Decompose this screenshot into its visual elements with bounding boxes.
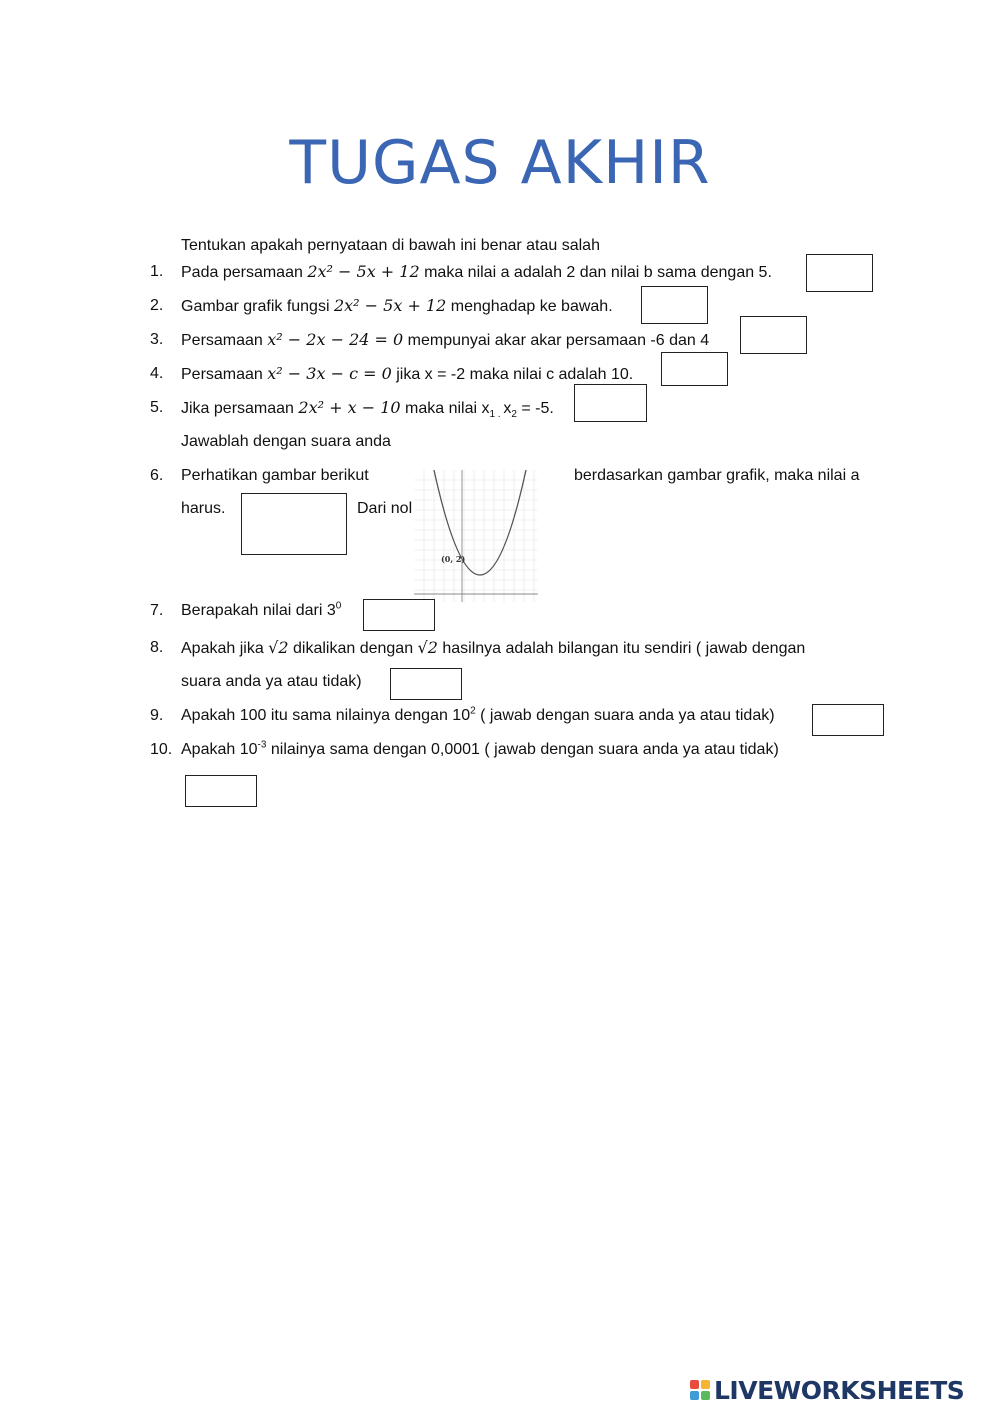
q7-pre: Berapakah nilai dari 3: [181, 602, 336, 619]
q9-pre: Apakah 100 itu sama nilainya dengan 10: [181, 707, 471, 724]
q10-text: [181, 740, 779, 760]
q5-answer-box[interactable]: [574, 384, 647, 422]
q9-text: [181, 706, 775, 726]
q2-answer-box[interactable]: [641, 286, 708, 324]
q6-text-pre: Perhatikan gambar berikut: [181, 467, 369, 484]
q6-number: 6.: [150, 467, 164, 484]
q5-answer-input[interactable]: [575, 385, 646, 421]
q5-number: 5.: [150, 399, 164, 416]
q7-number: 7.: [150, 602, 164, 619]
q3-pre: Persamaan: [181, 332, 268, 349]
q7-sup: 0: [335, 600, 342, 612]
parabola-graph: [414, 470, 538, 602]
q10-number: 10.: [150, 741, 173, 758]
q8-post: hasilnya adalah bilangan itu sendiri ( jawab dengan: [437, 640, 806, 657]
logo-square-red: [690, 1380, 699, 1389]
q8-text: [181, 638, 805, 659]
q5-mid2: x: [503, 400, 512, 417]
q10-answer-input[interactable]: [186, 776, 256, 806]
q2-number: 2.: [150, 297, 164, 314]
q4-post: jika x = -2 maka nilai c adalah 10.: [391, 366, 634, 383]
q9-post: ( jawab dengan suara anda ya atau tidak): [475, 707, 775, 724]
q6-answer-input[interactable]: [242, 494, 346, 554]
liveworksheets-logo: [690, 1375, 990, 1405]
q3-answer-input[interactable]: [741, 317, 806, 353]
q4-answer-box[interactable]: [661, 352, 728, 386]
q3-answer-box[interactable]: [740, 316, 807, 354]
q4-math: x² − 3x − c = 0: [267, 364, 392, 383]
q10-pre: Apakah 10: [181, 741, 258, 758]
parabola-graph-svg: [414, 470, 538, 602]
q8-root1: √2: [268, 638, 289, 657]
q2-answer-input[interactable]: [642, 287, 707, 323]
q3-math: x² − 2x − 24 = 0: [267, 330, 404, 349]
q8-number: 8.: [150, 639, 164, 656]
q8-answer-input[interactable]: [391, 669, 461, 699]
q5-math: 2x² + x − 10: [298, 398, 401, 417]
instruction-voice: Jawablah dengan suara anda: [181, 433, 391, 450]
logo-text: LIVEWORKSHEETS: [714, 1375, 965, 1405]
q8-mid: dikalikan dengan: [288, 640, 418, 657]
q5-sub1: 1 .: [489, 409, 504, 421]
q2-post: menghadap ke bawah.: [446, 298, 613, 315]
instruction-true-false: Tentukan apakah pernyataan di bawah ini benar atau salah: [181, 237, 600, 254]
q4-pre: Persamaan: [181, 366, 268, 383]
q4-text: [181, 364, 633, 385]
logo-square-green: [701, 1391, 710, 1400]
q7-answer-input[interactable]: [364, 600, 434, 630]
q2-pre: Gambar grafik fungsi: [181, 298, 334, 315]
q8-answer-box[interactable]: [390, 668, 462, 700]
q2-text: [181, 296, 613, 317]
q3-number: 3.: [150, 331, 164, 348]
q9-sup: 2: [470, 705, 476, 717]
q5-sub2: 2: [511, 409, 517, 421]
q1-post: maka nilai a adalah 2 dan nilai b sama dengan 5.: [419, 264, 772, 281]
q5-mid: maka nilai x: [400, 400, 490, 417]
q5-pre: Jika persamaan: [181, 400, 299, 417]
q1-answer-box[interactable]: [806, 254, 873, 292]
q6-line2a: harus.: [181, 500, 226, 517]
q9-number: 9.: [150, 707, 164, 724]
q6-line2b: Dari nol: [357, 500, 413, 517]
q4-answer-input[interactable]: [662, 353, 727, 385]
logo-mark-icon: [690, 1380, 710, 1400]
q2-math: 2x² − 5x + 12: [333, 296, 447, 315]
q10-answer-box[interactable]: [185, 775, 257, 807]
page-title: TUGAS AKHIR: [289, 128, 711, 198]
q9-answer-box[interactable]: [812, 704, 884, 736]
graph-point-label: (0, 2): [441, 554, 466, 564]
q6-answer-box[interactable]: [241, 493, 347, 555]
graph-grid: [414, 470, 538, 602]
q1-math: 2x² − 5x + 12: [307, 262, 420, 281]
logo-square-yellow: [701, 1380, 710, 1389]
q10-sup: -3: [257, 739, 267, 751]
q8-pre: Apakah jika: [181, 640, 269, 657]
q7-answer-box[interactable]: [363, 599, 435, 631]
q8-line2: suara anda ya atau tidak): [181, 673, 362, 690]
q5-text: [181, 398, 554, 419]
q5-post: = -5.: [516, 400, 554, 417]
q1-answer-input[interactable]: [807, 255, 872, 291]
q3-text: [181, 330, 709, 351]
q6-text-post: berdasarkan gambar grafik, maka nilai a: [574, 467, 860, 484]
logo-square-blue: [690, 1391, 699, 1400]
q4-number: 4.: [150, 365, 164, 382]
q9-answer-input[interactable]: [813, 705, 883, 735]
q10-post: nilainya sama dengan 0,0001 ( jawab dengan suara anda ya atau tidak): [266, 741, 779, 758]
q1-number: 1.: [150, 263, 164, 280]
q1-text: [181, 262, 772, 283]
q3-post: mempunyai akar akar persamaan -6 dan 4: [403, 332, 710, 349]
q1-pre: Pada persamaan: [181, 264, 308, 281]
q7-text: [181, 601, 341, 621]
q8-root2: √2: [417, 638, 438, 657]
